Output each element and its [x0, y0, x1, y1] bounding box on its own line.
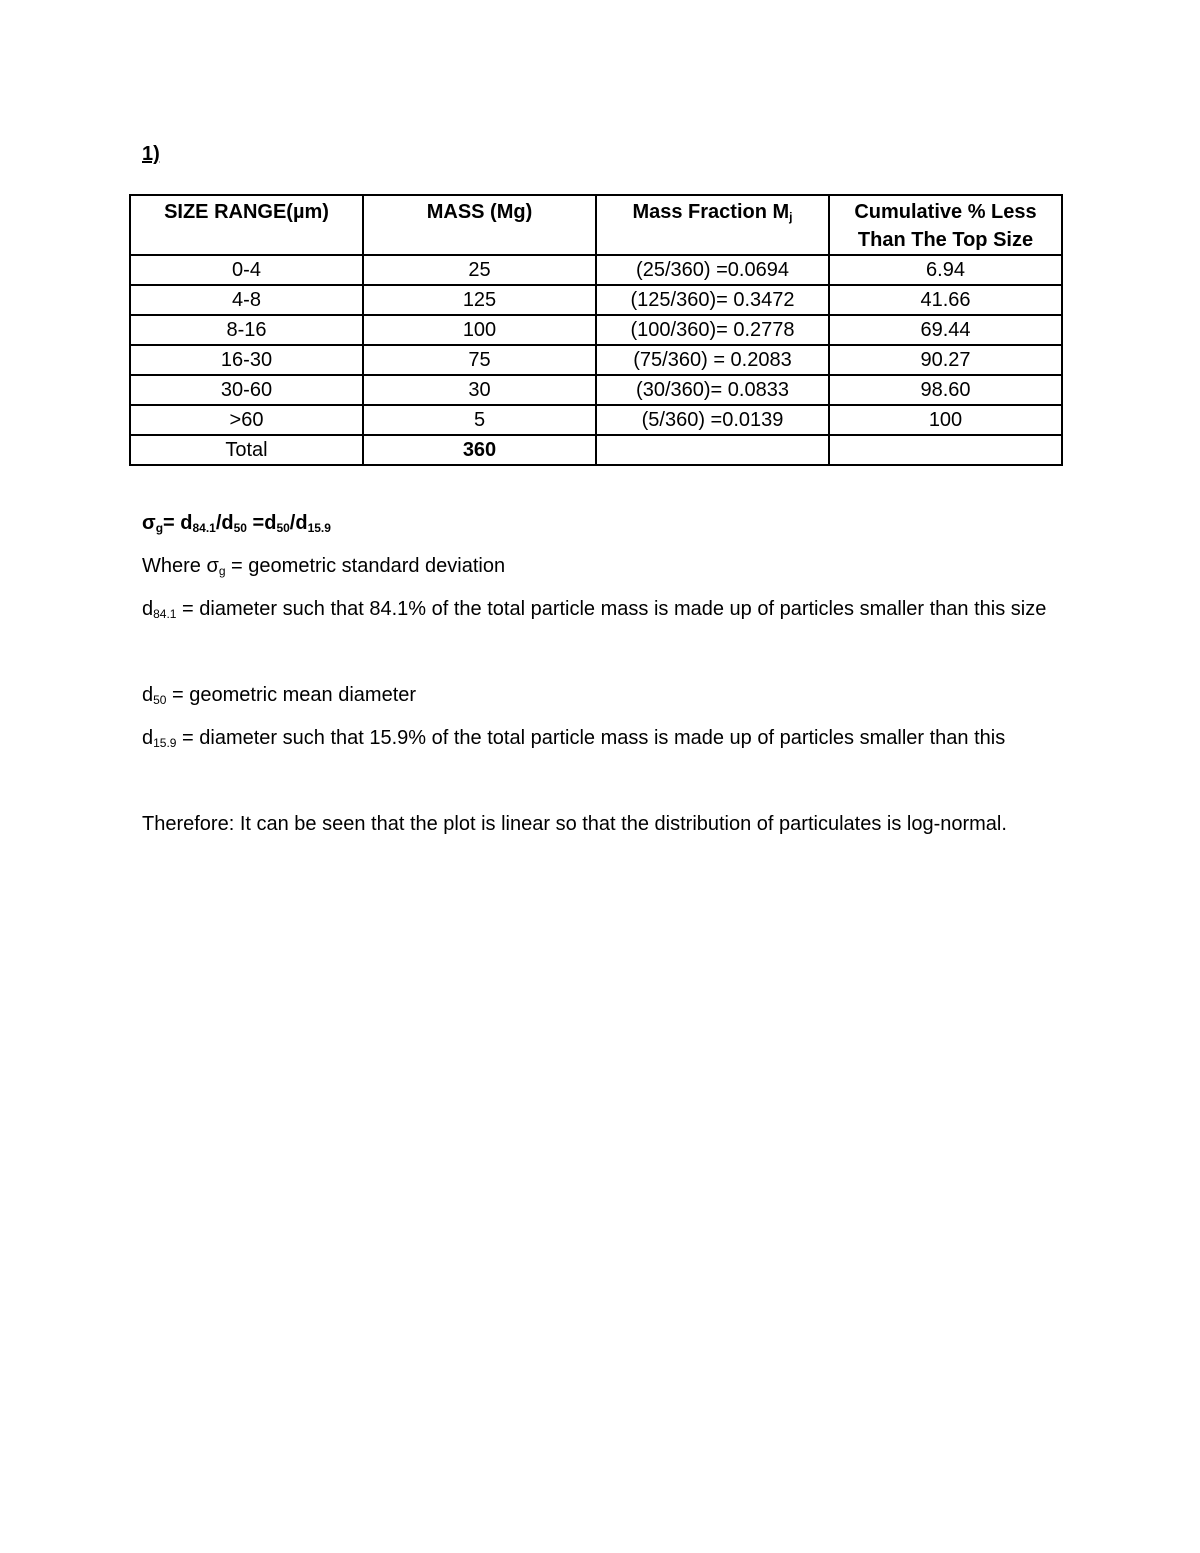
d841-text: = diameter such that 84.1% of the total particle mass is made up of particles smaller than this size [176, 598, 1047, 620]
formula-d159-sub: 15.9 [307, 521, 331, 535]
header-cumulative-line1: Cumulative % Less [854, 201, 1037, 223]
cell-mass: 25 [363, 255, 596, 285]
header-cumulative [829, 195, 1062, 255]
cell-cumulative: 100 [829, 405, 1062, 435]
cell-mass: 100 [363, 315, 596, 345]
d841-prefix: d [142, 598, 154, 620]
formula-eq2: =d [246, 512, 277, 534]
conclusion-paragraph: Therefore: It can be seen that the plot is linear so that the distribution of particulates is log-normal. [142, 813, 1007, 835]
d159-prefix: d [142, 727, 154, 749]
cell-total-mass: 360 [363, 435, 596, 465]
d50-text: = geometric mean diameter [166, 684, 417, 706]
where-sub: g [218, 564, 226, 578]
definition-sigma [142, 545, 1056, 588]
cell-cumulative: 6.94 [829, 255, 1062, 285]
cell-fraction: (25/360) =0.0694 [596, 255, 829, 285]
cell-size: 4-8 [130, 285, 363, 315]
cell-cumulative: 98.60 [829, 375, 1062, 405]
table-row [130, 285, 1062, 315]
where-prefix: Where σ [142, 555, 219, 577]
cell-size: 16-30 [130, 345, 363, 375]
definition-d50 [142, 674, 1056, 717]
table-row [130, 315, 1062, 345]
cell-total-label: Total [130, 435, 363, 465]
cell-fraction: (30/360)= 0.0833 [596, 375, 829, 405]
cell-total-fraction [596, 435, 829, 465]
cell-fraction: (75/360) = 0.2083 [596, 345, 829, 375]
header-mass-fraction [596, 195, 829, 255]
cell-size: 8-16 [130, 315, 363, 345]
definition-d159 [142, 717, 1056, 760]
formula-d50-sub-b: 50 [276, 521, 290, 535]
header-size-range: SIZE RANGE(µm) [130, 195, 363, 255]
d50-prefix: d [142, 684, 154, 706]
section-number: 1) [142, 143, 160, 165]
cell-size: 30-60 [130, 375, 363, 405]
cell-cumulative: 69.44 [829, 315, 1062, 345]
table-row [130, 255, 1062, 285]
cell-mass: 30 [363, 375, 596, 405]
cell-size: >60 [130, 405, 363, 435]
particle-size-table [129, 194, 1063, 466]
cell-fraction: (5/360) =0.0139 [596, 405, 829, 435]
formula-d50-sub: 50 [233, 521, 247, 535]
table-row [130, 345, 1062, 375]
cell-mass: 125 [363, 285, 596, 315]
sigma-formula [142, 502, 1056, 545]
cell-cumulative: 90.27 [829, 345, 1062, 375]
formula-sigma-sub: g [155, 521, 164, 535]
table-row [130, 405, 1062, 435]
formula-div1: /d [215, 512, 234, 534]
formula-d84-sub: 84.1 [192, 521, 216, 535]
header-cumulative-line2: Than The Top Size [857, 229, 1034, 251]
where-text: = geometric standard deviation [225, 555, 506, 577]
table-row [130, 375, 1062, 405]
cell-total-cumulative [829, 435, 1062, 465]
formula-sigma: σ [142, 512, 156, 534]
header-mass-fraction-label: Mass Fraction M [632, 201, 790, 223]
formula-div2: /d [289, 512, 308, 534]
cell-cumulative: 41.66 [829, 285, 1062, 315]
table-total-row [130, 435, 1062, 465]
table-header-row [130, 195, 1062, 255]
cell-fraction: (100/360)= 0.2778 [596, 315, 829, 345]
header-mass-fraction-sub: j [789, 210, 793, 224]
d50-sub: 50 [153, 693, 167, 707]
header-mass: MASS (Mg) [363, 195, 596, 255]
d841-sub: 84.1 [153, 607, 177, 621]
d159-sub: 15.9 [153, 736, 177, 750]
cell-fraction: (125/360)= 0.3472 [596, 285, 829, 315]
definition-d841 [142, 588, 1056, 631]
d159-text: = diameter such that 15.9% of the total particle mass is made up of particles smaller than this [176, 727, 1006, 749]
cell-mass: 75 [363, 345, 596, 375]
cell-size: 0-4 [130, 255, 363, 285]
cell-mass: 5 [363, 405, 596, 435]
formula-eq1: = d [163, 512, 193, 534]
